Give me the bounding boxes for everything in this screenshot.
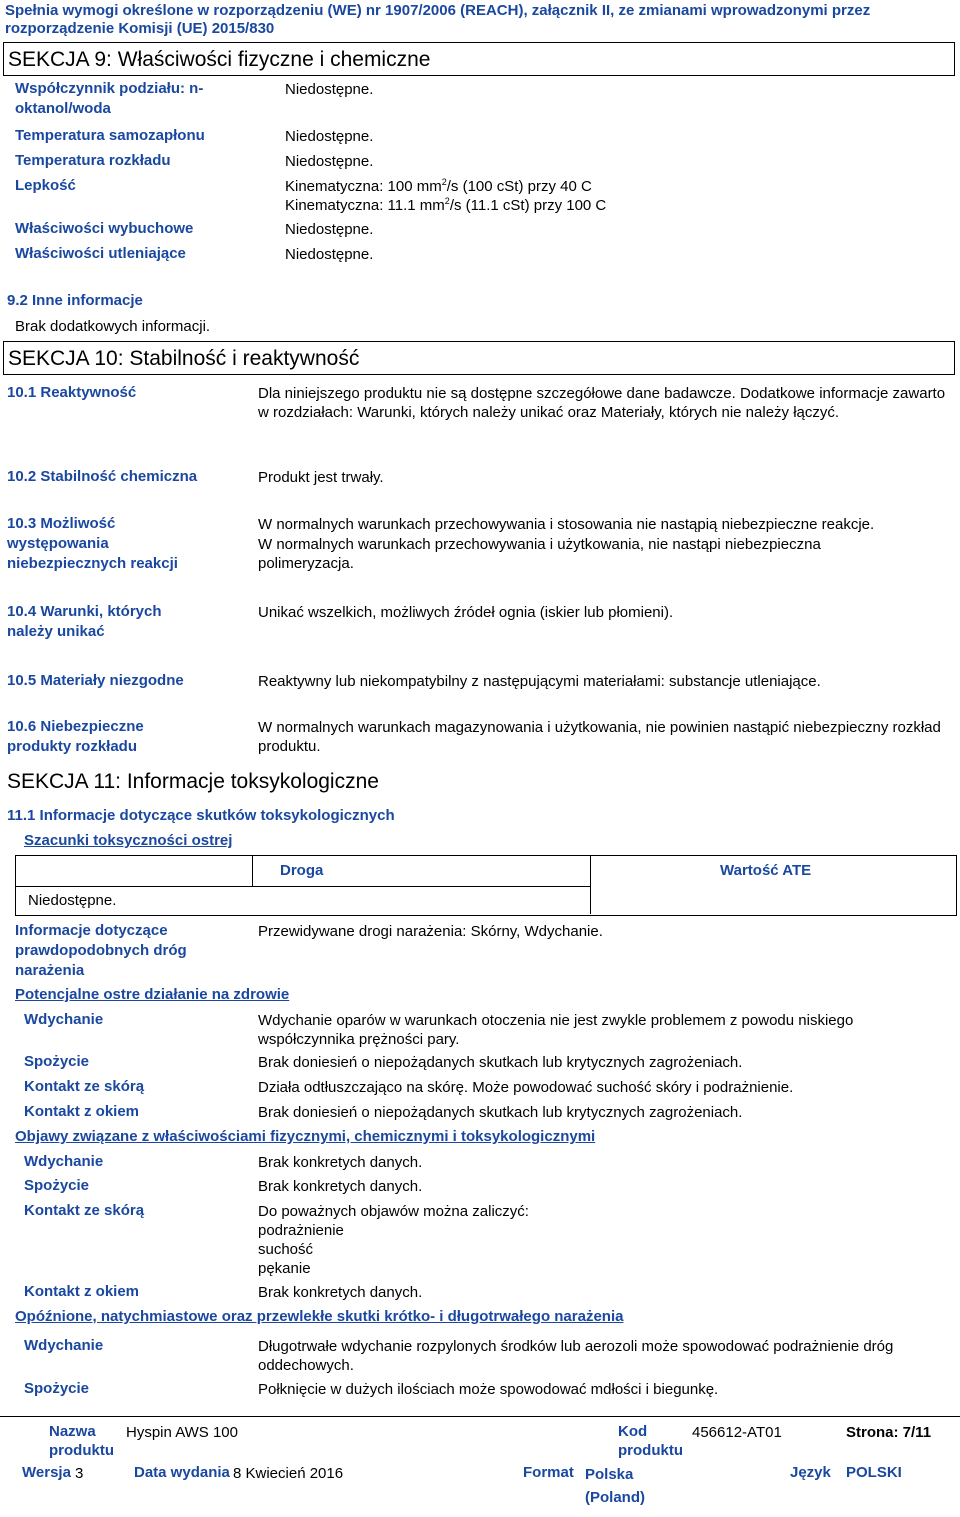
label-explosive-properties: Właściwości wybuchowe [15,220,194,237]
value-incompatible-materials: Reaktywny lub niekompatybilny z następującymi materiałami: substancje utleniające. [258,673,821,690]
value-viscosity-40c: Kinematyczna: 100 $mm^2/s$ (100 cSt) przy 40 C [285,177,592,195]
acute-health-effects-heading: Potencjalne ostre działanie na zdrowie [15,986,290,1003]
g2-label-ingestion: Spożycie [24,1177,90,1194]
footer-date-label: Data wydania [134,1464,230,1481]
label-conditions-to-avoid: 10.4 Warunki, których należy unikać [7,603,162,640]
g3-value-ingestion: Połknięcie w dużych ilościach może spowodować mdłości i biegunkę. [258,1381,719,1398]
subsection-11-1-title: 11.1 Informacje dotyczące skutków toksykologicznych [7,807,395,824]
footer-code-label: Kod produktu [618,1423,683,1459]
g2-symptom-item: pękanie [258,1260,311,1277]
g1-label-eye-contact: Kontakt z okiem [24,1103,140,1120]
subsection-9-2-text: Brak dodatkowych informacji. [15,318,211,335]
label-exposure-routes: Informacje dotyczące prawdopodobnych dróg narażenia [15,922,187,979]
footer-language-label: Język [790,1464,831,1481]
label-incompatible-materials: 10.5 Materiały niezgodne [7,672,184,689]
g2-symptom-item: podrażnienie [258,1222,344,1239]
footer-version-value: 3 [75,1465,84,1482]
acute-toxicity-heading: Szacunki toksyczności ostrej [24,832,233,849]
footer-rule [0,1416,960,1417]
g2-label-eye-contact: Kontakt z okiem [24,1283,140,1300]
label-reactivity: 10.1 Reaktywność [7,384,137,401]
label-decomposition-products: 10.6 Niebezpieczne produkty rozkładu [7,718,144,755]
g1-value-eye-contact: Brak doniesień o niepożądanych skutkach lub krytycznych zagrożeniach. [258,1104,743,1121]
value-autoignition-temp: Niedostępne. [285,128,374,145]
footer-product-code: 456612-AT01 [692,1424,782,1441]
label-autoignition-temp: Temperatura samozapłonu [15,127,205,144]
section-10-title: SEKCJA 10: Stabilność i reaktywność [3,341,955,375]
footer-date-value: 8 Kwiecień 2016 [233,1465,344,1482]
ate-cell-value: Niedostępne. [28,892,117,909]
g2-label-skin-contact: Kontakt ze skórą [24,1202,145,1219]
value-partition-coefficient: Niedostępne. [285,81,374,98]
value-hazardous-reactions: W normalnych warunkach przechowywania i stosowania nie nastąpią niebezpieczne reakcje. [258,516,875,533]
ate-table-divider [15,886,591,887]
g1-value-inhalation: Wdychanie oparów w warunkach otoczenia nie jest zwykle problemem z powodu niskiego współczynnika prężności pary. [258,1012,854,1048]
subsection-9-2-title: 9.2 Inne informacje [7,292,143,309]
label-viscosity: Lepkość [15,177,76,194]
ate-table-divider [590,855,591,914]
g1-label-skin-contact: Kontakt ze skórą [24,1078,145,1095]
value-conditions-to-avoid: Unikać wszelkich, możliwych źródeł ognia (iskier lub płomieni). [258,604,674,621]
ate-col-route: Droga [280,862,324,879]
g1-value-ingestion: Brak doniesień o niepożądanych skutkach lub krytycznych zagrożeniach. [258,1054,743,1071]
label-decomposition-temp: Temperatura rozkładu [15,152,171,169]
label-oxidizing-properties: Właściwości utleniające [15,245,186,262]
value-decomposition-temp: Niedostępne. [285,153,374,170]
g3-label-inhalation: Wdychanie [24,1337,104,1354]
g3-value-inhalation: Długotrwałe wdychanie rozpylonych środków lub aerozoli może spowodować podrażnienie dróg oddechowych. [258,1338,894,1374]
g2-value-eye-contact: Brak konkretych danych. [258,1284,423,1301]
g2-label-inhalation: Wdychanie [24,1153,104,1170]
footer-product-name: Hyspin AWS 100 [126,1424,238,1441]
section-9-title: SEKCJA 9: Właściwości fizyczne i chemiczne [3,42,955,76]
g3-label-ingestion: Spożycie [24,1380,90,1397]
label-partition-coefficient: Współczynnik podziału: n-oktanol/woda [15,80,204,117]
footer-name-label: Nazwa produktu [49,1423,114,1459]
ate-table-divider [252,855,253,886]
footer-language-value: POLSKI [846,1464,902,1481]
value-exposure-routes: Przewidywane drogi narażenia: Skórny, Wdychanie. [258,923,603,940]
value-reactivity: Dla niniejszego produktu nie są dostępne szczegółowe dane badawcze. Dodatkowe informacje zawarto w rozdziałach: Warunki, których należy unikać oraz Materiały, których nie należy łączyć. [258,385,946,421]
label-chemical-stability: 10.2 Stabilność chemiczna [7,468,198,485]
g2-value-ingestion: Brak konkretych danych. [258,1178,423,1195]
footer-version-label: Wersja [22,1464,71,1481]
header-regulation-line1: Spełnia wymogi określone w rozporządzeniu (WE) nr 1907/2006 (REACH), załącznik II, ze zmianami wprowadzonymi przez [5,2,871,19]
value-explosive-properties: Niedostępne. [285,221,374,238]
symptoms-heading: Objawy związane z właściwościami fizycznymi, chemicznymi i toksykologicznymi [15,1128,596,1145]
value-viscosity-100c: Kinematyczna: 11.1 $mm^2/s$ (11.1 cSt) przy 100 C [285,196,607,214]
value-decomposition-products: W normalnych warunkach magazynowania i użytkowania, nie powinien nastąpić niebezpieczny rozkład produktu. [258,719,941,755]
g1-label-inhalation: Wdychanie [24,1011,104,1028]
footer-page-number: Strona: 7/11 [846,1424,932,1441]
value-oxidizing-properties: Niedostępne. [285,246,374,263]
g2-value-inhalation: Brak konkretych danych. [258,1154,423,1171]
section-11-title: SEKCJA 11: Informacje toksykologiczne [7,770,379,793]
g2-symptom-item: suchość [258,1241,314,1258]
header-regulation-line2: rozporządzenie Komisji (UE) 2015/830 [5,20,275,37]
value-hazardous-polymerization: W normalnych warunkach przechowywania i użytkowania, nie nastąpi niebezpieczna polimeryzacja. [258,536,821,572]
footer-format-value: Polska (Poland) [585,1466,645,1506]
footer-format-label: Format [523,1464,574,1481]
g2-value-skin-contact: Do poważnych objawów można zaliczyć: [258,1203,529,1220]
label-hazardous-reactions: 10.3 Możliwość występowania niebezpiecznych reakcji [7,515,178,572]
chronic-effects-heading: Opóźnione, natychmiastowe oraz przewlekłe skutki krótko- i długotrwałego narażenia [15,1308,624,1325]
g1-value-skin-contact: Działa odtłuszczająco na skórę. Może powodować suchość skóry i podrażnienie. [258,1079,794,1096]
ate-col-value: Wartość ATE [720,862,812,879]
g1-label-ingestion: Spożycie [24,1053,90,1070]
value-chemical-stability: Produkt jest trwały. [258,469,384,486]
